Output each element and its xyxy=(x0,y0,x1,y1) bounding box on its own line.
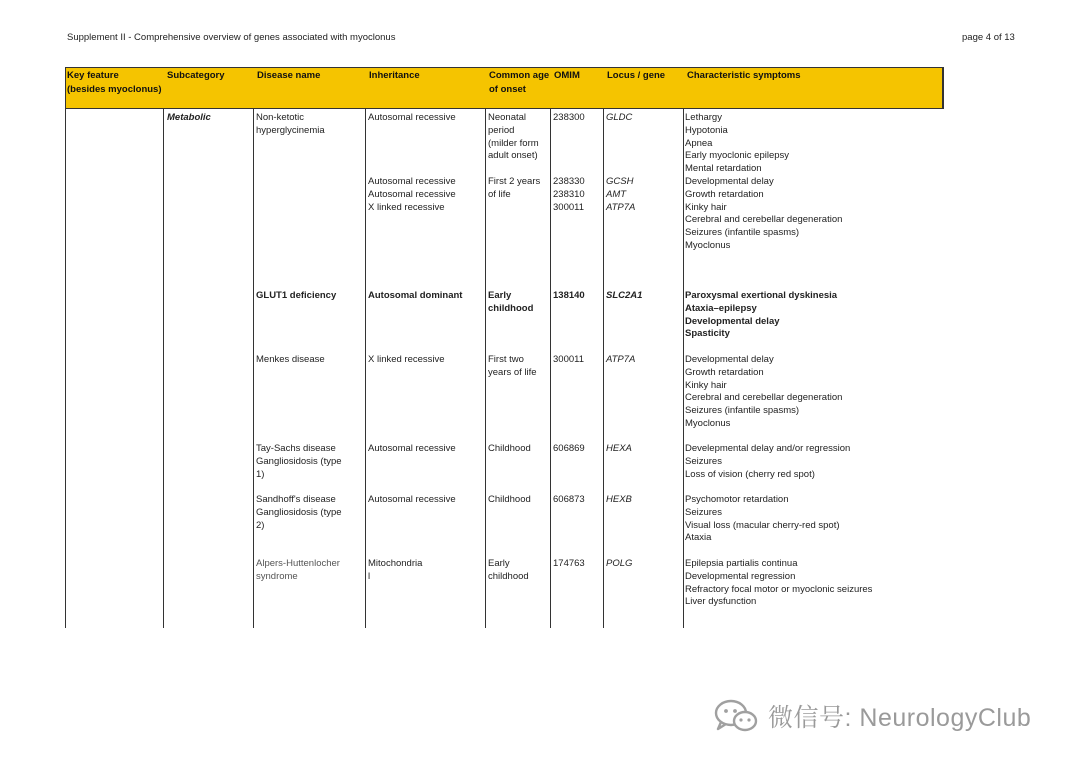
cell-line: Autosomal recessive xyxy=(368,176,456,187)
inheritance-cell xyxy=(368,290,462,303)
inheritance-cell xyxy=(368,494,456,507)
cell-line: 606869 xyxy=(553,443,585,454)
symptoms-cell xyxy=(685,443,850,481)
cell-line: adult onset) xyxy=(488,150,538,162)
cell-line: Sandhoff's disease xyxy=(256,494,336,505)
cell-line: ATP7A xyxy=(606,354,636,365)
cell-line: First 2 years xyxy=(488,176,541,187)
cell-line: (milder form xyxy=(488,137,539,149)
cell-line: Early xyxy=(488,290,512,301)
watermark-text: 微信号: NeurologyClub xyxy=(768,704,1032,732)
inheritance-cell xyxy=(368,558,422,584)
symptoms-cell xyxy=(685,558,872,609)
header-locus-gene: Locus / gene xyxy=(607,70,666,81)
cell-line: Growth retardation xyxy=(685,188,764,200)
header-subcategory: Subcategory xyxy=(167,70,225,81)
cell-line: Menkes disease xyxy=(256,354,325,365)
cell-line: Childhood xyxy=(488,443,531,454)
symptoms-cell xyxy=(685,290,837,341)
header-disease-name: Disease name xyxy=(257,70,321,81)
cell-line: Developmental delay xyxy=(685,176,774,187)
gene-cell xyxy=(606,176,635,214)
cell-line: Paroxysmal exertional dyskinesia xyxy=(685,290,838,301)
age-of-onset-cell xyxy=(488,443,531,456)
gene-cell xyxy=(606,443,632,456)
inheritance-cell xyxy=(368,354,445,367)
cell-line: 238300 xyxy=(553,112,585,123)
cell-line: Apnea xyxy=(685,137,713,149)
cell-line: Autosomal recessive xyxy=(368,188,456,200)
age-of-onset-cell xyxy=(488,176,540,202)
gene-cell xyxy=(606,290,642,303)
col-divider xyxy=(603,67,604,628)
cell-line: Autosomal recessive xyxy=(368,494,456,505)
cell-line: Develepmental delay and/or regression xyxy=(685,443,851,454)
omim-cell xyxy=(553,176,585,214)
cell-line: childhood xyxy=(488,570,529,582)
cell-line: Alpers-Huttenlocher xyxy=(256,558,340,569)
inheritance-cell xyxy=(368,443,456,456)
omim-cell xyxy=(553,443,585,456)
cell-line: 606873 xyxy=(553,494,585,505)
cell-line: Developmental delay xyxy=(685,354,774,365)
cell-line: Early myoclonic epilepsy xyxy=(685,150,790,162)
cell-line: Hypotonia xyxy=(685,124,728,136)
disease-name-cell xyxy=(256,354,325,367)
disease-name-cell xyxy=(256,558,340,584)
cell-line: Mental retardation xyxy=(685,163,762,175)
header-common-age: Common age of onset xyxy=(489,70,550,95)
cell-line: POLG xyxy=(606,558,633,569)
subcategory-label: Metabolic xyxy=(167,112,211,123)
col-divider xyxy=(253,67,254,628)
cell-line: Developmental regression xyxy=(685,570,796,582)
cell-line: HEXB xyxy=(606,494,632,505)
cell-line: Neonatal xyxy=(488,112,527,123)
cell-line: Gangliosidosis (type xyxy=(256,506,342,518)
gene-cell xyxy=(606,354,635,367)
cell-line: 174763 xyxy=(553,558,585,569)
cell-line: Visual loss (macular cherry-red spot) xyxy=(685,519,840,531)
cell-line: 2) xyxy=(256,519,265,531)
cell-line: Kinky hair xyxy=(685,379,727,391)
cell-line: First two xyxy=(488,354,524,365)
cell-line: period xyxy=(488,124,515,136)
cell-line: Myoclonus xyxy=(685,417,731,429)
cell-line: Seizures xyxy=(685,506,722,518)
cell-line: Seizures xyxy=(685,455,722,467)
omim-cell xyxy=(553,494,585,507)
cell-line: AMT xyxy=(606,188,627,200)
cell-line: Gangliosidosis (type xyxy=(256,455,342,467)
cell-line: Autosomal recessive xyxy=(368,443,456,454)
cell-line: GLDC xyxy=(606,112,633,123)
cell-line: Autosomal recessive xyxy=(368,112,456,123)
symptoms-cell xyxy=(685,112,789,176)
cell-line: Ataxia–epilepsy xyxy=(685,302,757,314)
cell-line: 300011 xyxy=(553,201,584,213)
symptoms-cell xyxy=(685,494,840,545)
col-divider xyxy=(550,67,551,628)
inheritance-cell xyxy=(368,112,456,125)
cell-line: 238310 xyxy=(553,188,585,200)
cell-line: X linked recessive xyxy=(368,201,445,213)
omim-cell xyxy=(553,112,585,125)
disease-name-cell xyxy=(256,112,325,138)
cell-line: GCSH xyxy=(606,176,634,187)
cell-line: Childhood xyxy=(488,494,531,505)
age-of-onset-cell xyxy=(488,112,539,163)
table-header xyxy=(65,67,943,109)
col-divider xyxy=(485,67,486,628)
cell-line: Developmental delay xyxy=(685,315,780,327)
cell-line: Liver dysfunction xyxy=(685,596,757,608)
cell-line: l xyxy=(368,570,371,582)
cell-line: 238330 xyxy=(553,176,585,187)
cell-line: Growth retardation xyxy=(685,366,764,378)
cell-line: Loss of vision (cherry red spot) xyxy=(685,468,815,480)
age-of-onset-cell xyxy=(488,290,533,316)
cell-line: SLC2A1 xyxy=(606,290,643,301)
header-key-feature: Key feature (besides myoclonus) xyxy=(67,70,162,95)
cell-line: ATP7A xyxy=(606,201,636,213)
table-border-right xyxy=(943,67,944,109)
cell-line: Lethargy xyxy=(685,112,722,123)
cell-line: of life xyxy=(488,188,511,200)
cell-line: syndrome xyxy=(256,570,298,582)
cell-line: Seizures (infantile spasms) xyxy=(685,405,800,417)
cell-line: Cerebral and cerebellar degeneration xyxy=(685,214,843,226)
cell-line: Autosomal dominant xyxy=(368,290,463,301)
cell-line: Seizures (infantile spasms) xyxy=(685,227,800,239)
gene-cell xyxy=(606,558,632,571)
header-symptoms: Characteristic symptoms xyxy=(687,70,801,81)
cell-line: Early xyxy=(488,558,510,569)
symptoms-cell xyxy=(685,354,842,431)
col-divider xyxy=(163,67,164,628)
cell-line: Kinky hair xyxy=(685,201,727,213)
page-number: page 4 of 13 xyxy=(962,32,1015,43)
cell-line: Ataxia xyxy=(685,532,712,544)
cell-line: hyperglycinemia xyxy=(256,124,325,136)
inheritance-cell xyxy=(368,176,456,214)
age-of-onset-cell xyxy=(488,354,537,380)
omim-cell xyxy=(553,558,585,571)
cell-line: years of life xyxy=(488,366,537,378)
cell-line: 138140 xyxy=(553,290,585,301)
header-omim: OMIM xyxy=(554,70,580,81)
omim-cell xyxy=(553,354,584,367)
cell-line: Non-ketotic xyxy=(256,112,305,123)
cell-line: Spasticity xyxy=(685,328,730,340)
wechat-icon xyxy=(712,696,762,736)
header-inheritance: Inheritance xyxy=(369,70,420,81)
age-of-onset-cell xyxy=(488,494,531,507)
omim-cell xyxy=(553,290,585,303)
cell-line: Mitochondria xyxy=(368,558,423,569)
cell-line: Myoclonus xyxy=(685,239,731,251)
cell-line: Refractory focal motor or myoclonic seizures xyxy=(685,583,873,595)
gene-cell xyxy=(606,112,632,125)
disease-name-cell xyxy=(256,290,336,303)
table-border-left xyxy=(65,67,66,628)
cell-line: HEXA xyxy=(606,443,632,454)
symptoms-cell xyxy=(685,176,842,253)
cell-line: 300011 xyxy=(553,354,584,365)
age-of-onset-cell xyxy=(488,558,529,584)
col-divider xyxy=(683,67,684,628)
disease-name-cell xyxy=(256,443,342,481)
document-title: Supplement II - Comprehensive overview of genes associated with myoclonus xyxy=(67,32,396,43)
cell-line: Tay-Sachs disease xyxy=(256,443,336,454)
cell-line: 1) xyxy=(256,468,265,480)
gene-cell xyxy=(606,494,632,507)
watermark xyxy=(712,694,1052,738)
disease-name-cell xyxy=(256,494,342,532)
cell-line: Psychomotor retardation xyxy=(685,494,789,505)
cell-line: Cerebral and cerebellar degeneration xyxy=(685,392,843,404)
cell-line: GLUT1 deficiency xyxy=(256,290,337,301)
cell-line: Epilepsia partialis continua xyxy=(685,558,798,569)
cell-line: childhood xyxy=(488,302,534,314)
cell-line: X linked recessive xyxy=(368,354,445,365)
col-divider xyxy=(365,67,366,628)
